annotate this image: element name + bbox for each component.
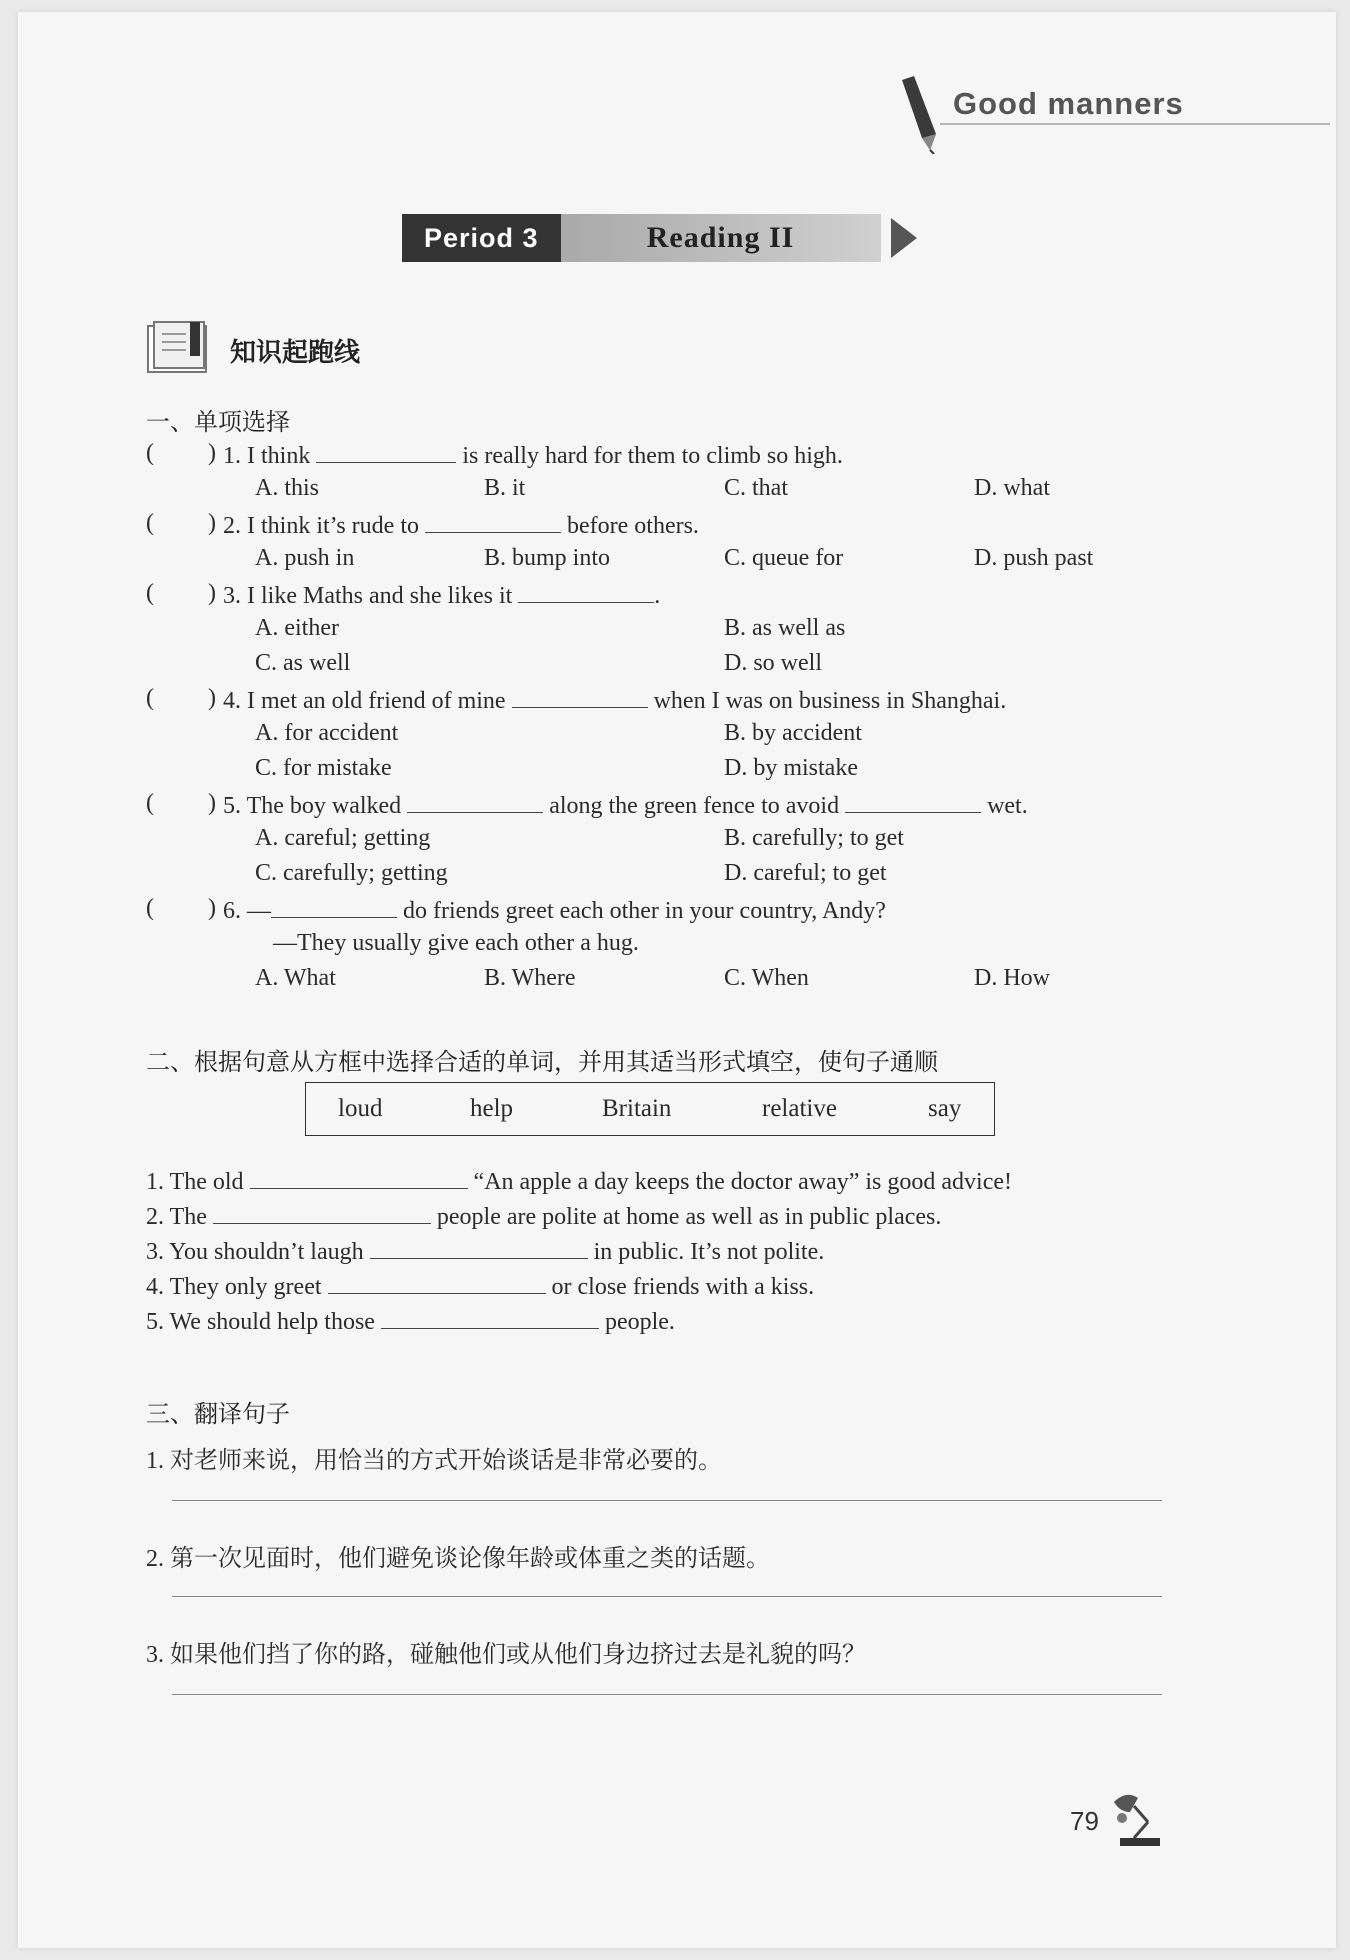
fill-blank[interactable] — [407, 790, 543, 813]
fill-blank[interactable] — [425, 510, 561, 533]
option: A. this — [255, 475, 320, 501]
question-4-stem: 4. I met an old friend of mine when I was on business in Shanghai. — [223, 685, 1006, 715]
answer-paren-open: ( — [146, 510, 154, 536]
option: A. What — [255, 965, 336, 991]
question-6-stem: 6. — do friends greet each other in your country, Andy? — [223, 895, 886, 925]
option: C. carefully; getting — [255, 860, 448, 886]
part3-title: 三、翻译句子 — [146, 1400, 290, 1428]
option: C. for mistake — [255, 755, 392, 781]
pen-icon — [896, 76, 942, 154]
question-1-stem: 1. I think is really hard for them to climb so high. — [223, 440, 843, 470]
answer-paren-open: ( — [146, 895, 154, 921]
fill-sentence-4: 4. They only greet or close friends with a kiss. — [146, 1271, 814, 1301]
part1-title: 一、单项选择 — [146, 408, 290, 436]
part2-title: 二、根据句意从方框中选择合适的单词，并用其适当形式填空，使句子通顺 — [146, 1048, 938, 1076]
option: C. When — [724, 965, 809, 991]
option: D. what — [974, 475, 1050, 501]
option: A. push in — [255, 545, 355, 571]
answer-paren-open: ( — [146, 440, 154, 466]
question-2-stem: 2. I think it’s rude to before others. — [223, 510, 699, 540]
section-label: 知识起跑线 — [230, 338, 361, 368]
answer-line[interactable] — [172, 1596, 1162, 1597]
option: C. queue for — [724, 545, 844, 571]
desk-lamp-icon — [1108, 1788, 1168, 1850]
answer-line[interactable] — [172, 1694, 1162, 1695]
answer-paren-open: ( — [146, 790, 154, 816]
word: Britain — [602, 1095, 672, 1122]
fill-sentence-1: 1. The old “An apple a day keeps the doctor away” is good advice! — [146, 1166, 1012, 1196]
period-label: Period 3 — [402, 214, 561, 262]
fill-sentence-3: 3. You shouldn’t laugh in public. It’s not polite. — [146, 1236, 824, 1266]
option: B. it — [484, 475, 526, 501]
answer-line[interactable] — [172, 1500, 1162, 1501]
word: loud — [338, 1095, 383, 1122]
book-icon — [146, 318, 214, 376]
fill-blank[interactable] — [328, 1271, 546, 1294]
fill-blank[interactable] — [213, 1201, 431, 1224]
option: D. push past — [974, 545, 1094, 571]
question-5-stem: 5. The boy walked along the green fence to avoid wet. — [223, 790, 1028, 820]
word-box — [305, 1082, 995, 1136]
answer-paren-close: ) — [208, 685, 216, 711]
answer-paren-close: ) — [208, 510, 216, 536]
option: C. as well — [255, 650, 351, 676]
arrow-icon — [889, 214, 919, 262]
option: C. that — [724, 475, 788, 501]
answer-paren-close: ) — [208, 440, 216, 466]
option: D. by mistake — [724, 755, 858, 781]
word: say — [928, 1095, 962, 1122]
option: A. either — [255, 615, 339, 641]
page-number: 79 — [1070, 1806, 1099, 1836]
fill-blank[interactable] — [316, 440, 456, 463]
answer-paren-open: ( — [146, 580, 154, 606]
fill-blank[interactable] — [370, 1236, 588, 1259]
fill-sentence-2: 2. The people are polite at home as well as in public places. — [146, 1201, 941, 1231]
option: D. so well — [724, 650, 822, 676]
word: help — [470, 1095, 514, 1122]
fill-sentence-5: 5. We should help those people. — [146, 1306, 675, 1336]
option: B. bump into — [484, 545, 611, 571]
answer-paren-close: ) — [208, 580, 216, 606]
option: D. How — [974, 965, 1050, 991]
fill-blank[interactable] — [381, 1306, 599, 1329]
answer-paren-close: ) — [208, 895, 216, 921]
question-6-reply: —They usually give each other a hug. — [273, 930, 639, 956]
reading-label: Reading II — [561, 214, 881, 262]
translation-2: 2. 第一次见面时，他们避免谈论像年龄或体重之类的话题。 — [146, 1546, 770, 1572]
fill-blank[interactable] — [250, 1166, 468, 1189]
question-3-stem: 3. I like Maths and she likes it . — [223, 580, 660, 610]
fill-blank[interactable] — [845, 790, 981, 813]
option: A. careful; getting — [255, 825, 431, 851]
header-rule — [940, 123, 1330, 125]
fill-blank[interactable] — [518, 580, 654, 603]
workbook-page — [18, 12, 1336, 1948]
answer-paren-open: ( — [146, 685, 154, 711]
option: B. Where — [484, 965, 576, 991]
option: D. careful; to get — [724, 860, 887, 886]
option: B. as well as — [724, 615, 846, 641]
word: relative — [762, 1095, 837, 1122]
fill-blank[interactable] — [271, 895, 397, 918]
answer-paren-close: ) — [208, 790, 216, 816]
option: A. for accident — [255, 720, 399, 746]
translation-3: 3. 如果他们挡了你的路，碰触他们或从他们身边挤过去是礼貌的吗？ — [146, 1642, 866, 1668]
period-banner — [402, 214, 919, 262]
translation-1: 1. 对老师来说，用恰当的方式开始谈话是非常必要的。 — [146, 1448, 722, 1474]
option: B. by accident — [724, 720, 862, 746]
fill-blank[interactable] — [512, 685, 648, 708]
unit-title: Good manners — [953, 86, 1184, 121]
option: B. carefully; to get — [724, 825, 904, 851]
